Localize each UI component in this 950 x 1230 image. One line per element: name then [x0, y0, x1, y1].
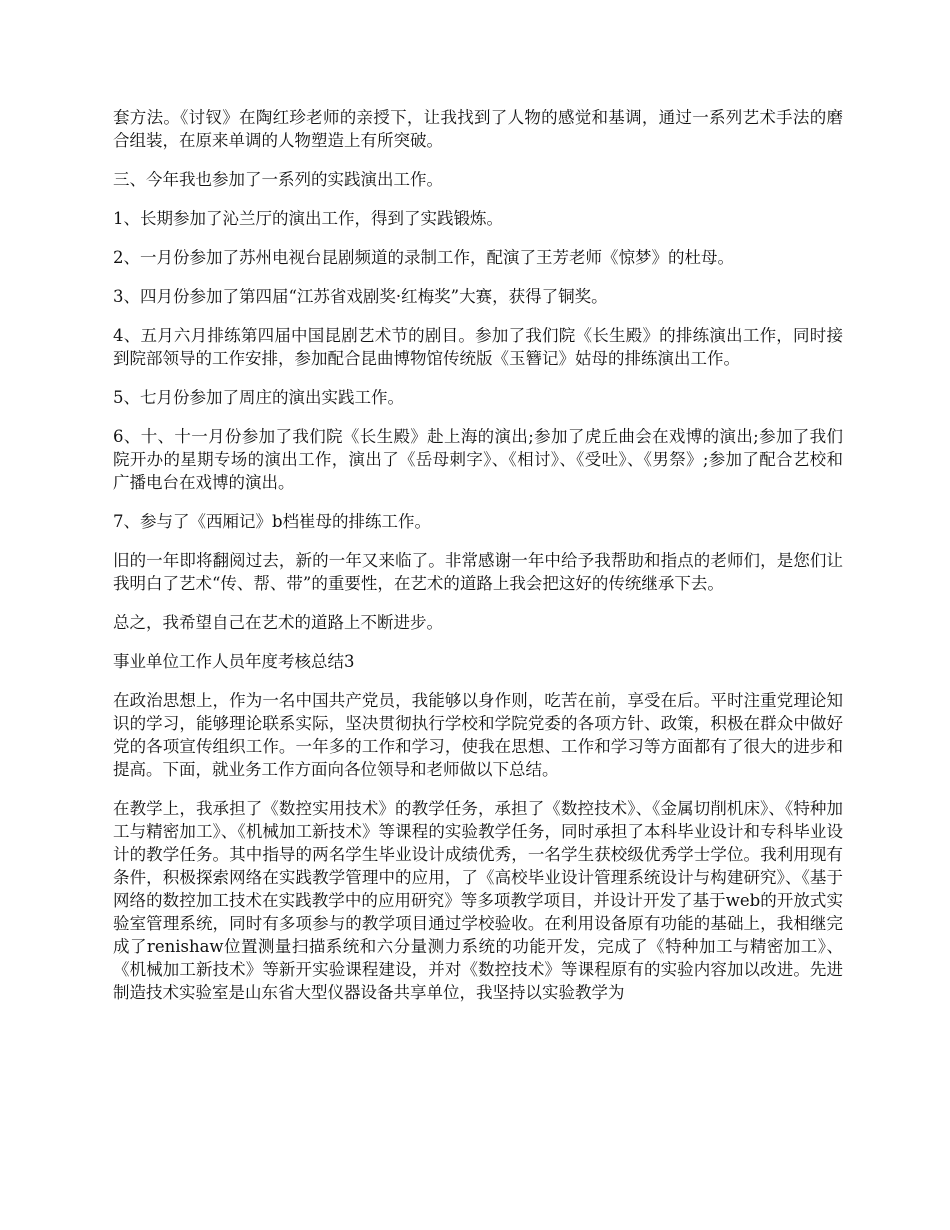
list-item-1: 1、长期参加了沁兰厅的演出工作，得到了实践锻炼。 [113, 209, 503, 228]
list-item-6: 6、十、十一月份参加了我们院《长生殿》赴上海的演出;参加了虎丘曲会在戏博的演出;参加了我们院开办的星期专场的演出工作，演出了《岳母刺字》、《相讨》、《受吐》、《男祭》;参加了配合艺校和广播电台在戏博的演出。 [113, 427, 843, 492]
document-page [113, 106, 843, 1020]
paragraph-political: 在政治思想上，作为一名中国共产党员，我能够以身作则，吃苦在前，享受在后。平时注重党理论知识的学习，能够理论联系实际，坚决贯彻执行学校和学院党委的各项方针、政策，积极在群众中做好党的各项宣传组织工作。一年多的工作和学习，使我在思想、工作和学习等方面都有了很大的进步和提高。下面，就业务工作方面向各位领导和老师做以下总结。 [113, 691, 843, 779]
list-item-7: 7、参与了《西厢记》b档崔母的排练工作。 [113, 512, 432, 531]
paragraph-method: 套方法。《讨钗》在陶红珍老师的亲授下，让我找到了人物的感觉和基调，通过一系列艺术手法的磨合组装，在原来单调的人物塑造上有所突破。 [113, 108, 843, 150]
section-heading-practice: 三、今年我也参加了一系列的实践演出工作。 [113, 170, 443, 189]
list-item-5: 5、七月份参加了周庄的演出实践工作。 [113, 388, 404, 407]
list-item-4: 4、五月六月排练第四届中国昆剧艺术节的剧目。参加了我们院《长生殿》的排练演出工作，同时接到院部领导的工作安排，参加配合昆曲博物馆传统版《玉簪记》姑母的排练演出工作。 [113, 326, 843, 368]
section-title: 事业单位工作人员年度考核总结3 [113, 652, 355, 671]
list-item-2: 2、一月份参加了苏州电视台昆剧频道的录制工作，配演了王芳老师《惊梦》的杜母。 [113, 248, 734, 267]
paragraph-conclusion: 总之，我希望自己在艺术的道路上不断进步。 [113, 613, 443, 632]
paragraph-teaching: 在教学上，我承担了《数控实用技术》的教学任务，承担了《数控技术》、《金属切削机床》、《特种加工与精密加工》、《机械加工新技术》等课程的实验教学任务，同时承担了本科毕业设计和专科毕业设计的教学任务。其中指导的两名学生毕业设计成绩优秀，一名学生获校级优秀学士学位。我利用现有条件，积极探索网络在实践教学管理中的应用，了《高校毕业设计管理系统设计与构建研究》、《基于网络的数控加工技术在实践教学中的应用研究》等多项教学项目，并设计开发了基于web的开放式实验室管理系统，同时有多项参与的教学项目通过学校验收。在利用设备原有功能的基础上，我相继完成了renishaw位置测量扫描系统和六分量测力系统的功能开发，完成了《特种加工与精密加工》、《机械加工新技术》等新开实验课程建设，并对《数控技术》等课程原有的实验内容加以改进。先进制造技术实验室是山东省大型仪器设备共享单位，我坚持以实验教学为 [113, 799, 843, 1002]
list-item-3: 3、四月份参加了第四届“江苏省戏剧奖·红梅奖”大赛，获得了铜奖。 [113, 287, 608, 306]
paragraph-thanks: 旧的一年即将翻阅过去，新的一年又来临了。非常感谢一年中给予我帮助和指点的老师们，是您们让我明白了艺术“传、帮、带”的重要性，在艺术的道路上我会把这好的传统继承下去。 [113, 551, 843, 593]
